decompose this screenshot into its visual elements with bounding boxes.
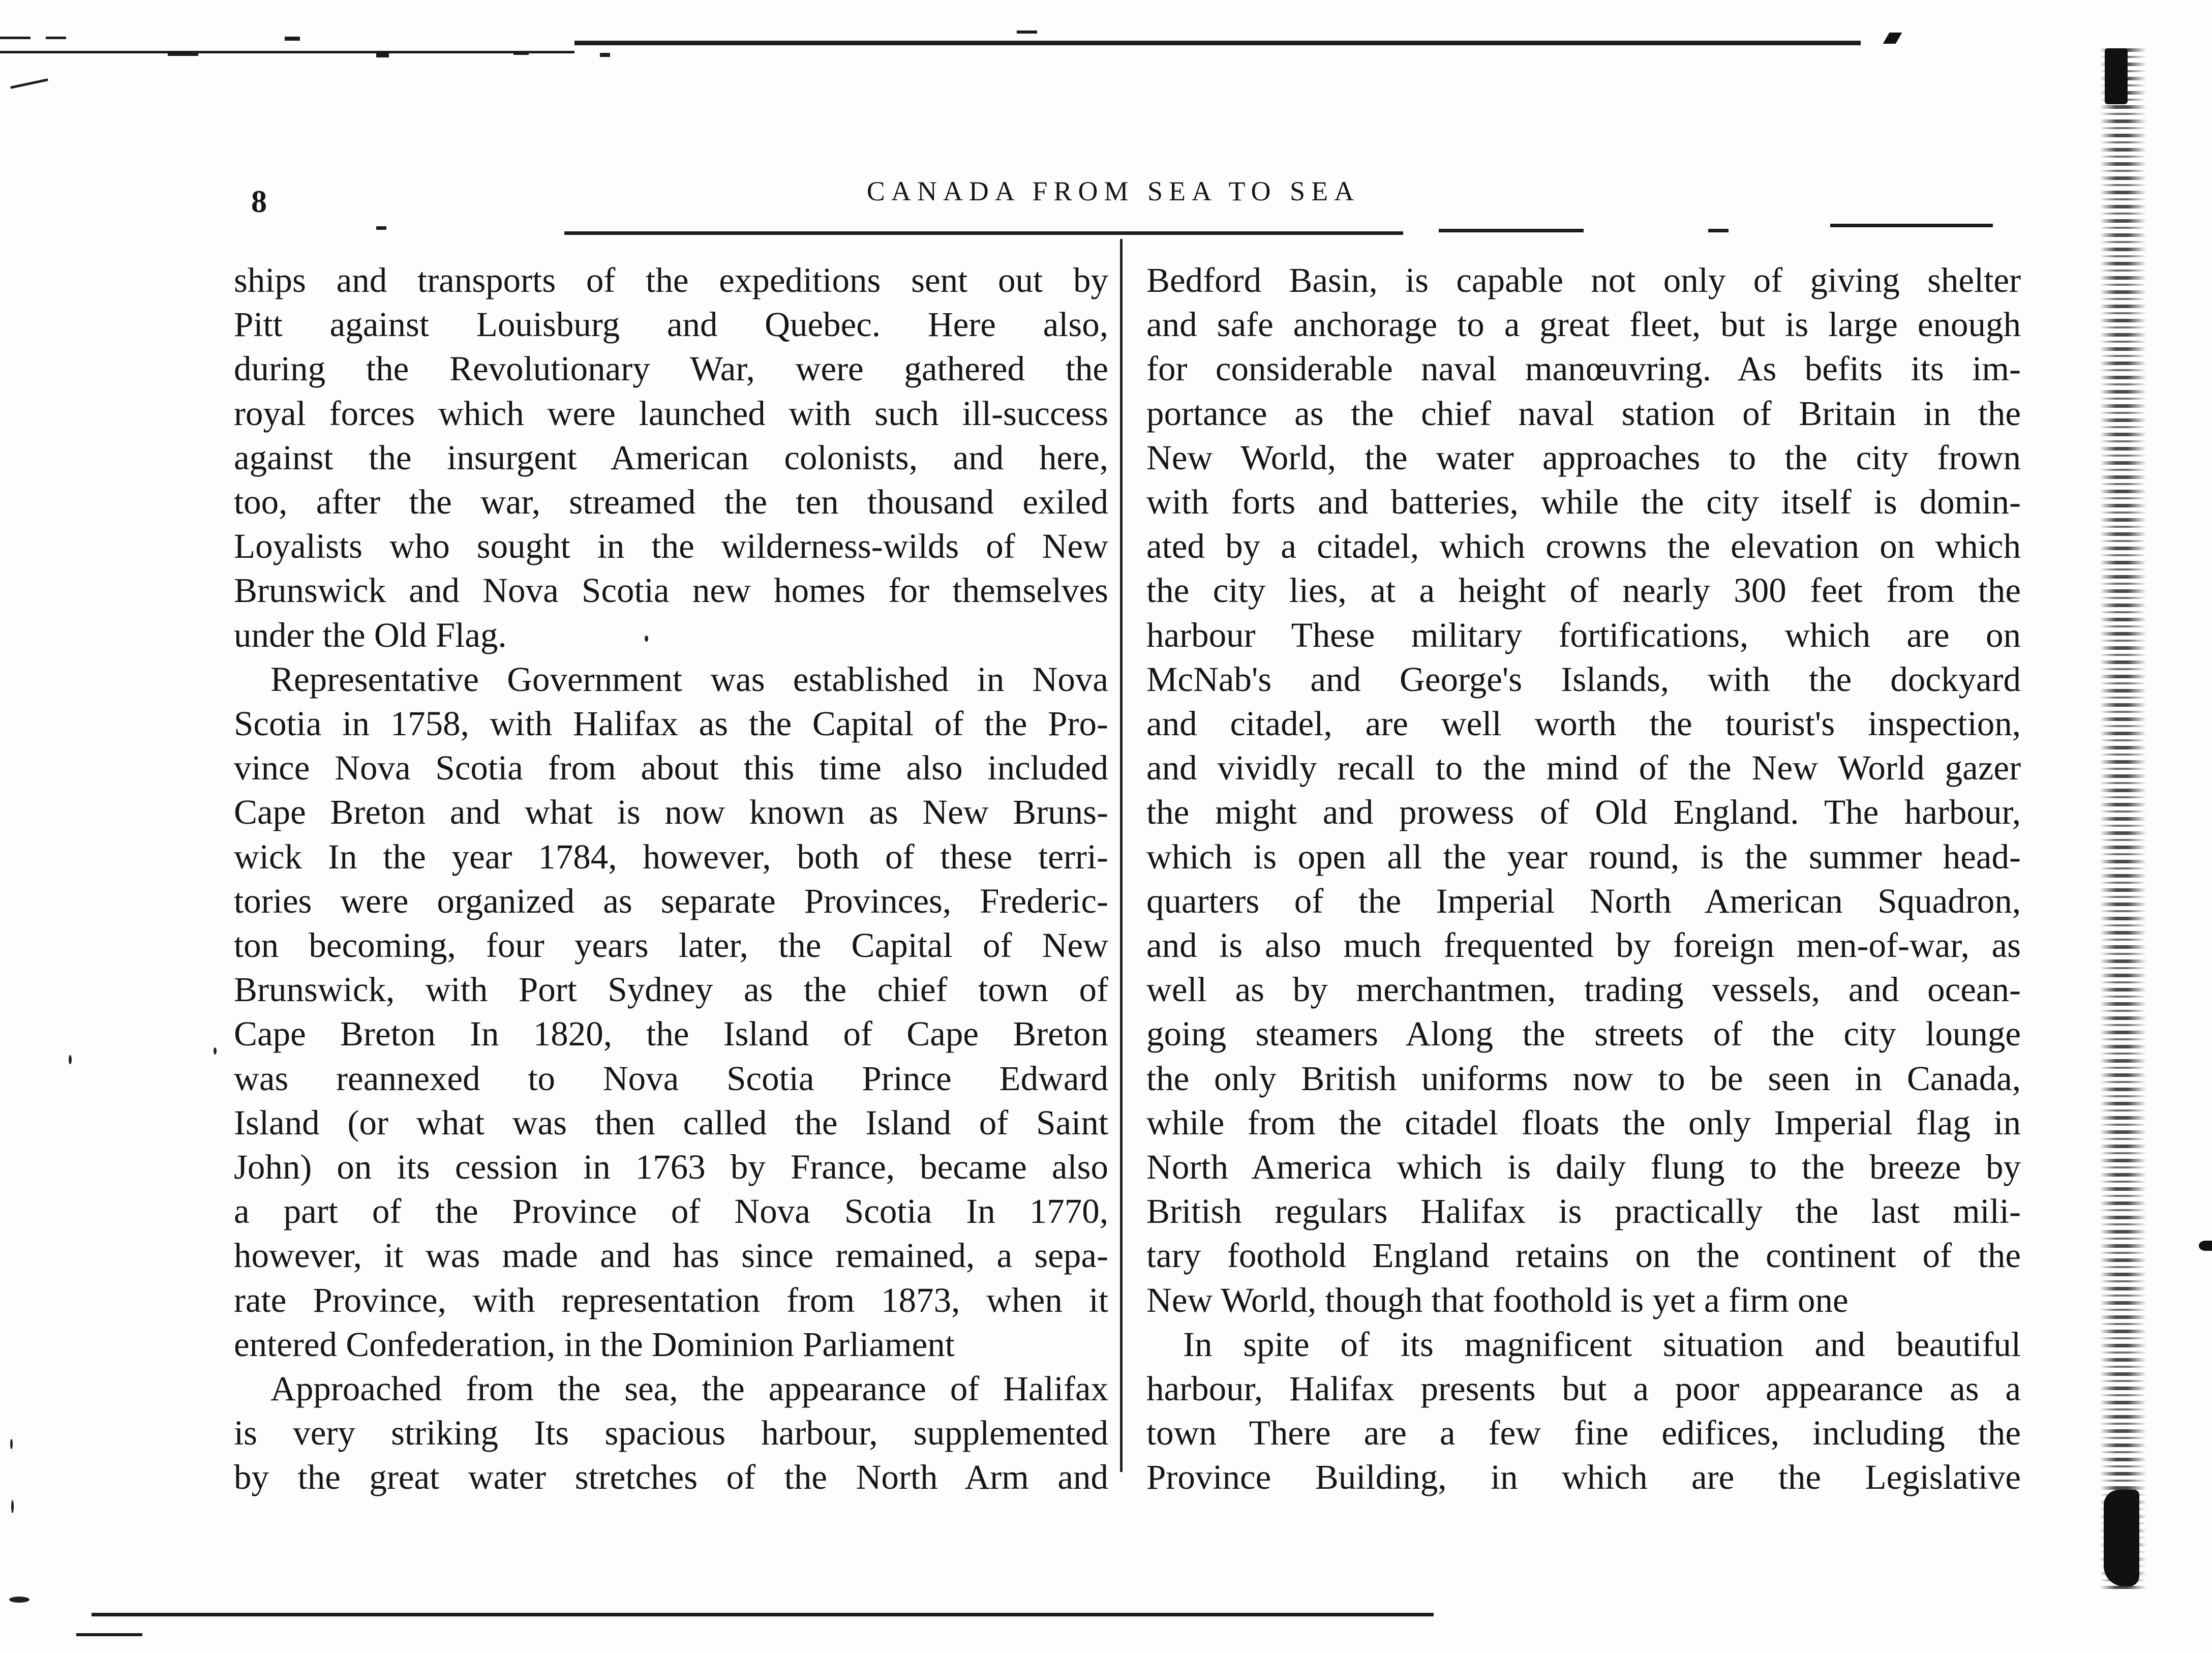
text-line: In spite of its magnificent situation and beautiful: [1183, 1325, 2021, 1364]
paragraph: [1146, 258, 2021, 1323]
text-line: Approached from the sea, the appearance of Halifax: [270, 1369, 1108, 1408]
text-line: however, it was made and has since remained, a sepa-: [234, 1236, 1108, 1275]
text-line: Representative Government was established in Nova: [270, 659, 1108, 699]
text-line: Cape Breton and what is now known as New Bruns-: [234, 793, 1108, 832]
paragraph: [234, 1367, 1108, 1500]
top-scan-rule: [574, 41, 1861, 45]
text-line: Island (or what was then called the Island of Saint: [234, 1103, 1108, 1142]
scan-dash: [76, 1633, 142, 1636]
text-line: ated by a citadel, which crowns the elevation on which: [1146, 527, 2021, 566]
text-line: tary foothold England retains on the continent of the: [1146, 1236, 2021, 1275]
text-line: harbour, Halifax presents but a poor appearance as a: [1146, 1369, 2021, 1408]
text-line: a part of the Province of Nova Scotia In 1770,: [234, 1192, 1108, 1231]
text-line: quarters of the Imperial North American Squadron,: [1146, 881, 2021, 920]
text-line: well as by merchantmen, trading vessels, and ocean-: [1146, 970, 2021, 1009]
text-line: New World, though that foothold is yet a firm one: [1146, 1280, 1849, 1319]
text-line: vince Nova Scotia from about this time also included: [234, 748, 1108, 788]
text-line: town There are a few fine edifices, including the: [1146, 1414, 2021, 1453]
column-divider: [1120, 239, 1123, 1472]
scan-dash: [46, 37, 66, 39]
text-line: Bedford Basin, is capable not only of giving shelter: [1146, 261, 2021, 299]
text-line: royal forces which were launched with such ill-success: [234, 394, 1108, 433]
header-underline: [376, 226, 386, 230]
text-line: entered Confederation, in the Dominion Parliament: [234, 1325, 955, 1364]
text-line: British regulars Halifax is practically the last mili-: [1146, 1192, 2021, 1231]
scan-dash: [168, 53, 198, 56]
left-column: [234, 258, 1108, 1500]
text-line: wick In the year 1784, however, both of these terri-: [234, 837, 1108, 876]
scan-dash: [285, 37, 300, 41]
text-line: while from the citadel floats the only Imperial flag in: [1146, 1103, 2021, 1142]
header-underline: [564, 231, 1403, 235]
text-line: tories were organized as separate Provinces, Frederic-: [234, 881, 1108, 920]
text-line: John) on its cession in 1763 by France, became also: [234, 1148, 1108, 1187]
paragraph: [1146, 1323, 2021, 1500]
text-line: under the Old Flag.: [234, 615, 507, 654]
text-line: the only British uniforms now to be seen in Canada,: [1146, 1059, 2021, 1098]
text-line: Brunswick and Nova Scotia new homes for themselves: [234, 571, 1108, 610]
header-underline: [1708, 229, 1729, 232]
text-line: harbour These military fortifications, which are on: [1146, 615, 2021, 654]
text-line: and is also much frequented by foreign men-of-war, as: [1146, 926, 2021, 965]
text-line: which is open all the year round, is the summer head-: [1146, 837, 2021, 876]
text-line: by the great water stretches of the North Arm and: [234, 1458, 1108, 1497]
scan-curl: [10, 78, 48, 88]
text-line: going steamers Along the streets of the city lounge: [1146, 1014, 2021, 1054]
text-line: North America which is daily flung to the breeze by: [1146, 1148, 2021, 1187]
text-line: too, after the war, streamed the ten thousand exiled: [234, 483, 1108, 522]
paragraph: [234, 657, 1108, 1367]
text-line: and citadel, are well worth the tourist's inspection,: [1146, 704, 2021, 743]
header-underline: [1830, 224, 1993, 227]
scan-speck: [69, 1055, 72, 1064]
text-line: Pitt against Louisburg and Quebec. Here also,: [234, 305, 1108, 344]
text-line: the might and prowess of Old England. The harbour,: [1146, 793, 2021, 832]
text-line: during the Revolutionary War, were gathered the: [234, 349, 1108, 388]
text-line: and vividly recall to the mind of the New World gazer: [1146, 748, 2021, 788]
scan-dash: [376, 53, 389, 57]
text-line: is very striking Its spacious harbour, supplemented: [234, 1414, 1108, 1453]
scan-speck: [214, 1047, 217, 1055]
header-underline: [1439, 229, 1584, 232]
scan-dash: [513, 51, 529, 55]
scan-speck: [645, 636, 648, 642]
text-line: Loyalists who sought in the wilderness-wilds of New: [234, 527, 1108, 566]
scan-edge-blob: [2104, 1490, 2139, 1586]
text-line: portance as the chief naval station of Britain in the: [1146, 394, 2021, 433]
text-line: and safe anchorage to a great fleet, but is large enough: [1146, 305, 2021, 344]
top-scan-rule-left: [0, 51, 574, 53]
scan-dash: [600, 53, 610, 57]
text-line: ton becoming, four years later, the Capital of New: [234, 926, 1108, 965]
scan-corner-mark: [1883, 33, 1902, 44]
text-line: rate Province, with representation from 1873, when it: [234, 1280, 1108, 1319]
paragraph: [234, 258, 1108, 657]
text-line: ships and transports of the expeditions sent out by: [234, 261, 1108, 299]
scan-dash: [1017, 31, 1037, 34]
text-line: Scotia in 1758, with Halifax as the Capital of the Pro-: [234, 704, 1108, 743]
text-line: New World, the water approaches to the city frown: [1146, 438, 2021, 477]
right-column: [1146, 258, 2021, 1500]
bottom-scan-rule: [92, 1613, 1434, 1616]
scan-edge-notch: [2199, 1241, 2212, 1251]
page-number: 8: [251, 185, 267, 219]
text-line: Cape Breton In 1820, the Island of Cape Breton: [234, 1014, 1108, 1054]
text-line: the city lies, at a height of nearly 300 feet from the: [1146, 571, 2021, 610]
running-head: CANADA FROM SEA TO SEA: [866, 176, 1360, 206]
text-line: against the insurgent American colonists, and here,: [234, 438, 1108, 477]
scan-edge-blob: [2105, 48, 2128, 104]
text-line: Brunswick, with Port Sydney as the chief town of: [234, 970, 1108, 1009]
scan-dash: [0, 37, 31, 39]
scan-speck: [10, 1439, 13, 1449]
text-line: Province Building, in which are the Legislative: [1146, 1458, 2021, 1497]
scan-speck: [9, 1597, 29, 1603]
scan-speck: [11, 1500, 14, 1513]
text-line: was reannexed to Nova Scotia Prince Edward: [234, 1059, 1108, 1098]
text-line: for considerable naval manœuvring. As befits its im-: [1146, 349, 2021, 388]
scanned-page-edge: [2100, 48, 2146, 1589]
text-line: McNab's and George's Islands, with the dockyard: [1146, 659, 2021, 699]
text-line: with forts and batteries, while the city itself is domin-: [1146, 483, 2021, 522]
